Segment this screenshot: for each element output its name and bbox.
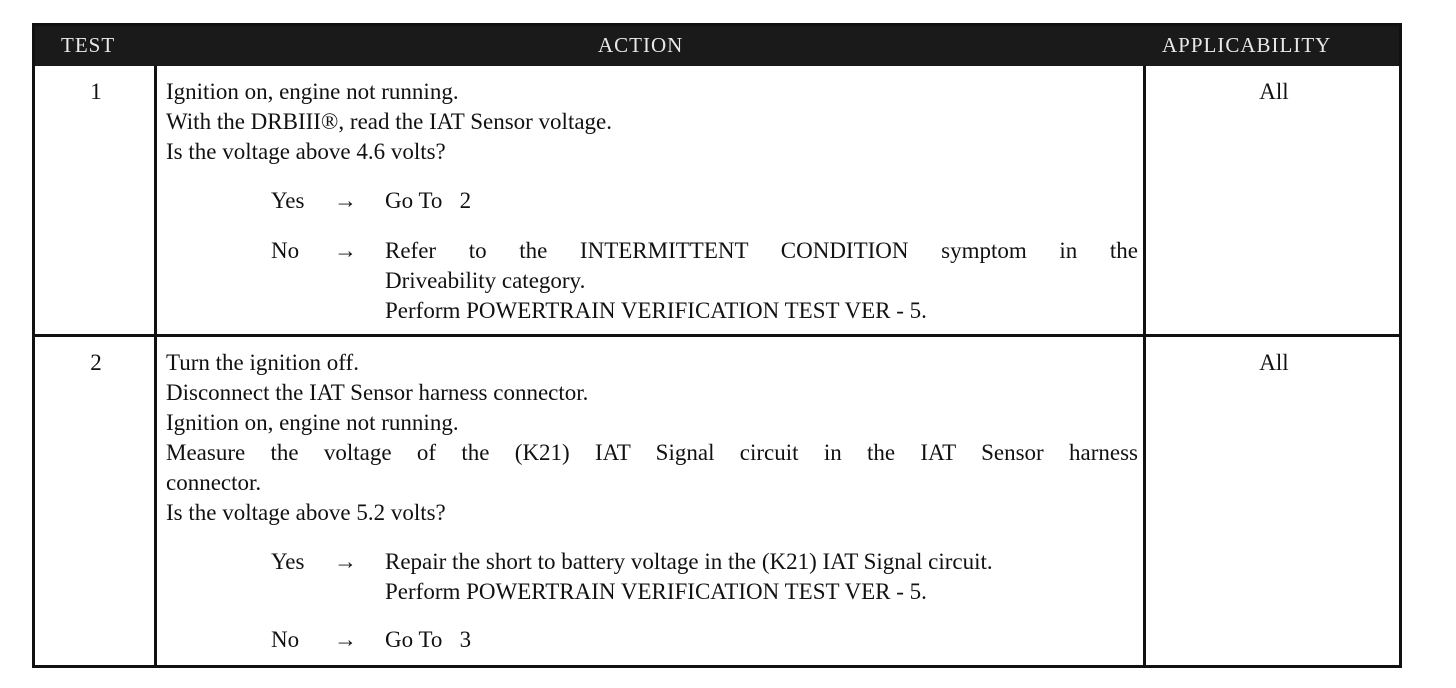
outcome-text: Refer to the INTERMITTENT CONDITION symptom in the <box>385 238 1138 263</box>
outcome-text: Go To 3 <box>385 627 472 652</box>
test-number: 1 <box>90 79 102 104</box>
arrow-icon: → <box>334 627 357 652</box>
applicability-value: All <box>1259 79 1289 104</box>
action-step: Turn the ignition off. <box>166 350 359 375</box>
action-step: Disconnect the IAT Sensor harness connector. <box>166 380 589 405</box>
outcome-text: Repair the short to battery voltage in the (K21) IAT Signal circuit. <box>385 549 993 574</box>
action-step: connector. <box>166 470 262 495</box>
action-cell <box>166 77 1138 326</box>
outcome-text: Driveability category. <box>385 268 586 293</box>
header-applicability: APPLICABILITY <box>1162 33 1332 57</box>
yes-outcome <box>166 186 1138 216</box>
yes-label: Yes <box>271 549 305 574</box>
table-header-row <box>35 26 1399 66</box>
action-step: With the DRBIII®, read the IAT Sensor voltage. <box>166 109 612 134</box>
arrow-icon: → <box>334 238 357 263</box>
action-step: Is the voltage above 5.2 volts? <box>166 500 446 525</box>
action-step: Is the voltage above 4.6 volts? <box>166 139 446 164</box>
no-label: No <box>271 627 300 652</box>
yes-outcome <box>166 547 1138 607</box>
action-step: Measure the voltage of the (K21) IAT Signal circuit in the IAT Sensor harness <box>166 440 1138 465</box>
action-cell <box>166 348 1138 655</box>
applicability-value: All <box>1259 350 1289 375</box>
header-action: ACTION <box>598 33 684 57</box>
arrow-icon: → <box>334 549 357 574</box>
action-step: Ignition on, engine not running. <box>166 79 459 104</box>
action-step: Ignition on, engine not running. <box>166 410 459 435</box>
outcome-text: Perform POWERTRAIN VERIFICATION TEST VER - 5. <box>385 579 927 604</box>
no-outcome <box>166 236 1138 326</box>
no-outcome <box>166 625 1138 655</box>
arrow-icon: → <box>334 188 357 213</box>
outcome-text: Perform POWERTRAIN VERIFICATION TEST VER - 5. <box>385 298 927 323</box>
no-label: No <box>271 238 300 263</box>
outcome-text: Go To 2 <box>385 188 472 213</box>
test-number: 2 <box>90 350 102 375</box>
yes-label: Yes <box>271 188 305 213</box>
header-test: TEST <box>61 33 116 57</box>
row-divider <box>35 334 1399 337</box>
diagnostic-test-table <box>32 23 1402 668</box>
